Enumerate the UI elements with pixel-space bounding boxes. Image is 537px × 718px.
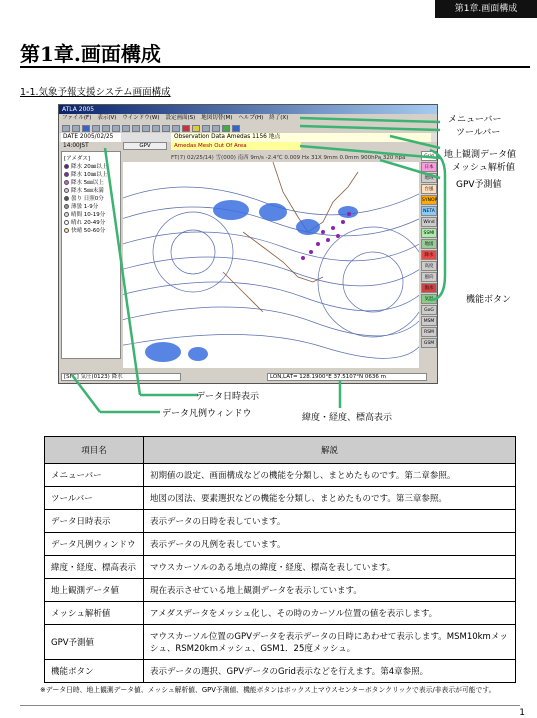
- function-button: Wind: [421, 217, 437, 227]
- function-button: Grid: [421, 151, 437, 161]
- date-display: DATE 2005/02/25 14:00JST: [61, 133, 121, 142]
- table-row: [45, 556, 516, 579]
- table-row: [45, 510, 516, 533]
- callout-function-buttons: 機能ボタン: [466, 295, 512, 305]
- description-table: [44, 436, 516, 683]
- page-title: 第1章.画面構成: [20, 42, 161, 66]
- function-button: 地図: [421, 239, 437, 249]
- gpv-tag: GPV: [123, 142, 167, 150]
- item-name-cell: メッシュ解析値: [45, 602, 144, 625]
- function-button: SYNOP: [421, 195, 437, 205]
- menu-item: 表示(V): [97, 115, 117, 121]
- surface-obs-display: Observation Data Amedas 1156 地点: [171, 133, 431, 142]
- latlon-display: LON,LAT= 128.1900°E 37.5107°N 0636 m: [267, 373, 427, 381]
- window-titlebar: ATLA 2005: [59, 105, 437, 114]
- menu-item: 設定画面(S): [165, 115, 196, 121]
- table-row: [45, 487, 516, 510]
- function-button: 高度: [421, 261, 437, 271]
- item-name-cell: データ日時表示: [45, 510, 144, 533]
- description-cell: マウスカーソルのある地点の緯度・経度、標高を表しています。: [144, 556, 516, 579]
- callout-latlon: 緯度・経度、標高表示: [302, 413, 393, 423]
- legend-label: 降水 5㎜未満: [71, 188, 104, 194]
- legend-title: [アメダス]: [64, 156, 90, 162]
- callout-date-display: データ日時表示: [196, 392, 260, 402]
- legend-label: 降水 5㎜以上: [71, 180, 104, 186]
- legend-label: 降水 20㎜以上: [71, 164, 108, 170]
- callout-surface-obs: 地上観測データ値: [444, 150, 517, 160]
- footnote: ※データ日時、地上観測データ値、メッシュ解析値、GPV予測値、機能ボタンはボックス上マウスセンターボタンクリックで表示/非表示が可能です。: [40, 686, 496, 694]
- callout-mesh-value: メッシュ解析値: [452, 163, 515, 173]
- function-button: GoG: [421, 305, 437, 315]
- menu-item: 地図切替(M): [201, 115, 233, 121]
- legend-label: 晴れ 20-49分: [71, 220, 106, 226]
- legend-label: 薄曇 1-9分: [71, 204, 99, 210]
- chapter-tag: 第1章.画面構成: [435, 0, 537, 18]
- table-header-row: [45, 437, 516, 464]
- legend-label: 降水 10㎜以上: [71, 172, 108, 178]
- item-name-cell: メニューバー: [45, 464, 144, 487]
- callout-menubar: メニューバー: [448, 115, 502, 125]
- description-cell: 現在表示させている地上観測データを表示しています。: [144, 579, 516, 602]
- header-description: 解説: [144, 437, 516, 464]
- callout-gpv-value: GPV予測値: [456, 180, 502, 190]
- function-button: MSM: [421, 316, 437, 326]
- table-row: [45, 464, 516, 487]
- table-row: [45, 602, 516, 625]
- page-number: 1: [519, 708, 525, 718]
- menu-item: ウインドウ(W): [122, 115, 160, 121]
- function-button: 降水: [421, 250, 437, 260]
- table-row: [45, 579, 516, 602]
- legend-label: 晴間 10-19分: [71, 212, 106, 218]
- menu-item: 終了(X): [269, 115, 289, 121]
- table-row: [45, 533, 516, 556]
- item-name-cell: 地上観測データ値: [45, 579, 144, 602]
- menu-item: ヘルプ(H): [238, 115, 264, 121]
- function-button: SSMI: [421, 228, 437, 238]
- table-row: [45, 660, 516, 683]
- item-name-cell: GPV予測値: [45, 625, 144, 660]
- footer-divider: [20, 705, 520, 706]
- header-item-name: 項目名: [45, 437, 144, 464]
- function-button: NETA: [421, 206, 437, 216]
- description-cell: 地図の図法、要素選択などの機能を分類し、まとめたものです。第三章参照。: [144, 487, 516, 510]
- gpv-value-display: FT(7) 02/25/14) 雪(000) 南西 9m/s -2.4℃ 0.009 Hx 31X 9mm 0.0mm 900hPa 320 hpa: [171, 155, 406, 161]
- sfc-display: [SFC] 気圧(0123) 降水: [61, 373, 181, 381]
- function-button: 海水: [421, 283, 437, 293]
- function-button: 地域: [421, 173, 437, 183]
- description-cell: マウスカーソル位置のGPVデータを表示データの日時にあわせて表示します。MSM10kmメッシュ、RSM20kmメッシュ、GSM1．25度メッシュ。: [144, 625, 516, 660]
- item-name-cell: 緯度・経度、標高表示: [45, 556, 144, 579]
- function-button: 日本: [421, 162, 437, 172]
- function-button: RSM: [421, 327, 437, 337]
- description-cell: 表示データの凡例を表しています。: [144, 533, 516, 556]
- callout-legend-window: データ凡例ウィンドウ: [162, 409, 252, 419]
- section-subtitle: 1-1.気象予報支援システム画面構成: [20, 87, 171, 98]
- description-cell: 表示データの選択、GPVデータのGrid表示などを行えます。第4章参照。: [144, 660, 516, 683]
- mesh-value-display: Amedas Mesh Out Of Area: [171, 142, 301, 150]
- function-button: 気温: [421, 294, 437, 304]
- table-row: [45, 625, 516, 660]
- function-button: 台風: [421, 184, 437, 194]
- menu-item: ファイル(F): [62, 115, 92, 121]
- legend-label: 快晴 50-60分: [71, 228, 106, 234]
- description-cell: 初期値の設定、画面構成などの機能を分類し、まとめたものです。第二章参照。: [144, 464, 516, 487]
- item-name-cell: データ凡例ウィンドウ: [45, 533, 144, 556]
- legend-label: 曇り 日照0分: [71, 196, 104, 202]
- item-name-cell: ツールバー: [45, 487, 144, 510]
- function-button: GSM: [421, 338, 437, 348]
- description-cell: アメダスデータをメッシュ化し、その時のカーソル位置の値を表示します。: [144, 602, 516, 625]
- description-cell: 表示データの日時を表しています。: [144, 510, 516, 533]
- item-name-cell: 機能ボタン: [45, 660, 144, 683]
- callout-toolbar: ツールバー: [456, 128, 501, 138]
- function-button: 風向: [421, 272, 437, 282]
